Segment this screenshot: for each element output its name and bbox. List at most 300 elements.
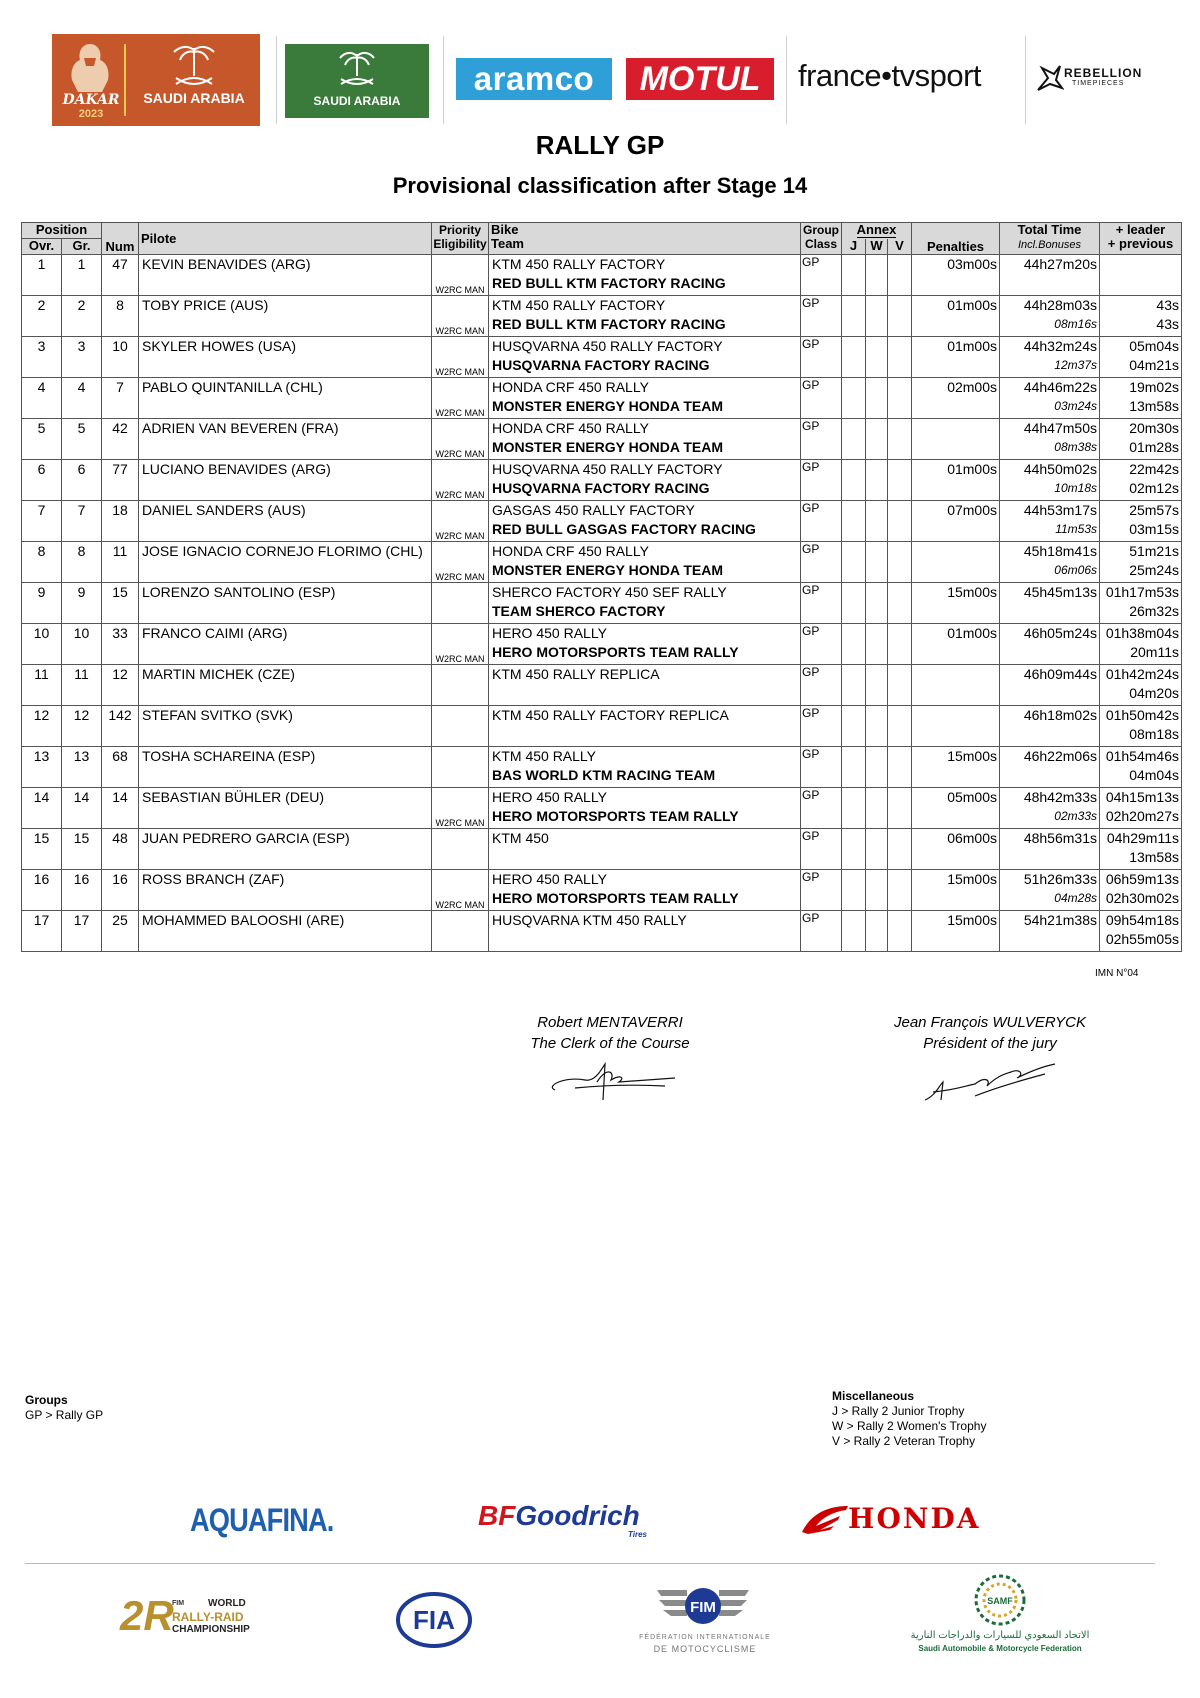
- cell-gr: 10: [62, 624, 102, 665]
- cell-ovr: 3: [22, 337, 62, 378]
- cell-penalties: [912, 706, 1000, 747]
- misc-title: Miscellaneous: [832, 1389, 915, 1403]
- cell-annex-j: [842, 706, 866, 747]
- cell-gr: 17: [62, 911, 102, 952]
- table-row: [22, 337, 1182, 378]
- cell-penalties: 03m00s: [912, 255, 1000, 296]
- bonus-time: 08m38s: [1054, 440, 1097, 454]
- cell-annex-j: [842, 665, 866, 706]
- cell-ovr: 16: [22, 870, 62, 911]
- sponsor-header: [0, 30, 1200, 130]
- total-time: 44h28m03s: [1023, 297, 1097, 313]
- total-time: 48h42m33s: [1023, 789, 1097, 805]
- bike-name: SHERCO FACTORY 450 SEF RALLY: [492, 584, 727, 600]
- cell-total-time: [1000, 665, 1100, 706]
- cell-annex-v: [888, 583, 912, 624]
- total-time: 44h50m02s: [1023, 461, 1097, 477]
- cell-gaps: [1100, 460, 1182, 501]
- gap-previous: 02m12s: [1129, 480, 1179, 496]
- bike-name: KTM 450 RALLY: [492, 748, 597, 764]
- cell-annex-v: [888, 665, 912, 706]
- bonus-time: 12m37s: [1054, 358, 1097, 372]
- cell-annex-v: [888, 624, 912, 665]
- cell-priority: [432, 911, 489, 952]
- team-name: RED BULL GASGAS FACTORY RACING: [492, 521, 756, 537]
- fim-mark-text: FIM: [690, 1599, 716, 1616]
- samf-arabic-name: الاتحاد السعودي للسيارات والدراجات النارية: [910, 1630, 1090, 1641]
- table-row: [22, 583, 1182, 624]
- cell-ovr: 4: [22, 378, 62, 419]
- table-row: [22, 501, 1182, 542]
- cell-annex-v: [888, 419, 912, 460]
- groups-item: GP > Rally GP: [25, 1408, 104, 1422]
- total-time: 44h32m24s: [1023, 338, 1097, 354]
- gap-previous: 13m58s: [1129, 398, 1179, 414]
- dakar-2023-logo: [52, 34, 260, 126]
- total-time: 44h53m17s: [1023, 502, 1097, 518]
- cell-gr: 8: [62, 542, 102, 583]
- jury-name: Jean François WULVERYCK: [893, 1014, 1086, 1031]
- cell-gr: 16: [62, 870, 102, 911]
- bike-name: HERO 450 RALLY: [492, 789, 607, 805]
- total-time: 51h26m33s: [1023, 871, 1097, 887]
- cell-gaps: [1100, 583, 1182, 624]
- cell-pilot: TOSHA SCHAREINA (ESP): [139, 747, 432, 788]
- cell-annex-j: [842, 624, 866, 665]
- col-annex-label: Annex: [856, 222, 897, 237]
- cell-annex-w: [866, 788, 888, 829]
- gap-leader: 01h42m24s: [1105, 666, 1179, 682]
- bike-name: HONDA CRF 450 RALLY: [492, 420, 649, 436]
- cell-annex-j: [842, 337, 866, 378]
- cell-num: 33: [102, 624, 139, 665]
- cell-priority: W2RC MAN: [432, 460, 489, 501]
- cell-bike-team: [489, 583, 801, 624]
- cell-pilot: LORENZO SANTOLINO (ESP): [139, 583, 432, 624]
- classification-table: [21, 222, 1182, 952]
- cell-gaps: [1100, 911, 1182, 952]
- cell-annex-v: [888, 337, 912, 378]
- cell-priority: W2RC MAN: [432, 255, 489, 296]
- cell-group-class: GP: [801, 337, 842, 378]
- clerk-name: Robert MENTAVERRI: [537, 1014, 683, 1031]
- cell-group-class: GP: [801, 255, 842, 296]
- cell-annex-w: [866, 870, 888, 911]
- bonus-time: 04m28s: [1054, 891, 1097, 905]
- gap-leader: 06h59m13s: [1105, 871, 1179, 887]
- gap-leader: 22m42s: [1129, 461, 1179, 477]
- cell-pilot: SKYLER HOWES (USA): [139, 337, 432, 378]
- cell-annex-j: [842, 788, 866, 829]
- cell-annex-j: [842, 501, 866, 542]
- cell-gaps: [1100, 747, 1182, 788]
- cell-annex-j: [842, 255, 866, 296]
- cell-annex-v: [888, 378, 912, 419]
- bonus-time: 10m18s: [1054, 481, 1097, 495]
- saudi-arabia-text: SAUDI ARABIA: [313, 94, 401, 108]
- gap-leader: 01h54m46s: [1105, 748, 1179, 764]
- gap-previous: 04m04s: [1129, 767, 1179, 783]
- total-time: 44h27m20s: [1023, 256, 1097, 272]
- cell-group-class: GP: [801, 460, 842, 501]
- gap-leader: 20m30s: [1129, 420, 1179, 436]
- dakar-wordmark: DAKAR: [62, 92, 120, 108]
- gap-previous: 02h55m05s: [1105, 931, 1179, 947]
- gap-previous: 01m28s: [1129, 439, 1179, 455]
- cell-annex-w: [866, 337, 888, 378]
- cell-total-time: [1000, 378, 1100, 419]
- col-incl-bonuses-label: Incl.Bonuses: [1018, 239, 1081, 251]
- col-total-time-label: Total Time: [1017, 222, 1082, 237]
- cell-priority: W2RC MAN: [432, 788, 489, 829]
- table-row: [22, 870, 1182, 911]
- col-priority-eligibility: [432, 223, 489, 255]
- cell-group-class: GP: [801, 542, 842, 583]
- bonus-time: 06m06s: [1054, 563, 1097, 577]
- cell-ovr: 14: [22, 788, 62, 829]
- cell-annex-w: [866, 706, 888, 747]
- cell-pilot: STEFAN SVITKO (SVK): [139, 706, 432, 747]
- col-group-label: Group: [803, 223, 839, 237]
- col-leader-label: + leader: [1115, 222, 1166, 237]
- cell-total-time: [1000, 829, 1100, 870]
- palm-swords-icon: [164, 42, 224, 92]
- cell-pilot: ROSS BRANCH (ZAF): [139, 870, 432, 911]
- bfg-bf: BF: [478, 1500, 516, 1531]
- cell-bike-team: [489, 665, 801, 706]
- total-time: 46h18m02s: [1023, 707, 1097, 723]
- cell-gaps: [1100, 665, 1182, 706]
- cell-bike-team: [489, 788, 801, 829]
- cell-total-time: [1000, 337, 1100, 378]
- table-row: [22, 665, 1182, 706]
- bonus-time: 08m16s: [1054, 317, 1097, 331]
- team-name: HERO MOTORSPORTS TEAM RALLY: [492, 808, 739, 824]
- cell-ovr: 17: [22, 911, 62, 952]
- cell-gaps: [1100, 296, 1182, 337]
- bike-name: HUSQVARNA 450 RALLY FACTORY: [492, 461, 723, 477]
- cell-gr: 7: [62, 501, 102, 542]
- cell-ovr: 6: [22, 460, 62, 501]
- gap-leader: 51m21s: [1129, 543, 1179, 559]
- cell-ovr: 5: [22, 419, 62, 460]
- col-annex-j: J: [842, 239, 866, 255]
- jury-signature-icon: [915, 1056, 1065, 1106]
- cell-annex-w: [866, 419, 888, 460]
- cell-group-class: GP: [801, 419, 842, 460]
- cell-num: 12: [102, 665, 139, 706]
- wrr-rally-raid: RALLY-RAID: [172, 1610, 244, 1624]
- gap-leader: 09h54m18s: [1105, 912, 1179, 928]
- bike-name: KTM 450: [492, 830, 549, 846]
- gap-leader: 04h15m13s: [1105, 789, 1179, 805]
- gap-previous: 02h30m02s: [1105, 890, 1179, 906]
- bike-name: KTM 450 RALLY FACTORY REPLICA: [492, 707, 729, 723]
- groups-legend: [25, 1393, 103, 1423]
- team-name: TEAM SHERCO FACTORY: [492, 603, 666, 619]
- cell-gr: 13: [62, 747, 102, 788]
- gap-leader: 25m57s: [1129, 502, 1179, 518]
- col-annex: [842, 223, 912, 239]
- honda-wing-icon: [800, 1502, 850, 1538]
- cell-pilot: FRANCO CAIMI (ARG): [139, 624, 432, 665]
- bike-name: HUSQVARNA 450 RALLY FACTORY: [492, 338, 723, 354]
- total-time: 44h47m50s: [1023, 420, 1097, 436]
- cell-gaps: [1100, 337, 1182, 378]
- cell-ovr: 12: [22, 706, 62, 747]
- cell-annex-j: [842, 419, 866, 460]
- table-row: [22, 542, 1182, 583]
- table-row: [22, 296, 1182, 337]
- cell-annex-v: [888, 296, 912, 337]
- bike-name: HERO 450 RALLY: [492, 871, 607, 887]
- cell-bike-team: [489, 911, 801, 952]
- rebellion-emblem-icon: [1034, 62, 1064, 94]
- cell-ovr: 10: [22, 624, 62, 665]
- cell-annex-j: [842, 829, 866, 870]
- bike-name: HONDA CRF 450 RALLY: [492, 543, 649, 559]
- fim-wings-icon: [653, 1582, 753, 1632]
- wrr-championship: CHAMPIONSHIP: [172, 1624, 250, 1635]
- col-ovr: Ovr.: [22, 239, 62, 255]
- cell-annex-v: [888, 829, 912, 870]
- cell-total-time: [1000, 788, 1100, 829]
- cell-total-time: [1000, 747, 1100, 788]
- cell-annex-j: [842, 460, 866, 501]
- cell-ovr: 11: [22, 665, 62, 706]
- cell-pilot: LUCIANO BENAVIDES (ARG): [139, 460, 432, 501]
- cell-priority: [432, 665, 489, 706]
- cell-pilot: JUAN PEDRERO GARCIA (ESP): [139, 829, 432, 870]
- cell-gr: 2: [62, 296, 102, 337]
- cell-penalties: 06m00s: [912, 829, 1000, 870]
- col-gr: Gr.: [62, 239, 102, 255]
- cell-total-time: [1000, 583, 1100, 624]
- table-row: [22, 460, 1182, 501]
- cell-annex-w: [866, 542, 888, 583]
- cell-num: 10: [102, 337, 139, 378]
- honda-wordmark: HONDA: [848, 1502, 981, 1535]
- cell-gaps: [1100, 870, 1182, 911]
- cell-gr: 6: [62, 460, 102, 501]
- cell-num: 25: [102, 911, 139, 952]
- bfgoodrich-logo: [478, 1500, 647, 1539]
- cell-bike-team: [489, 870, 801, 911]
- cell-gaps: [1100, 788, 1182, 829]
- cell-total-time: [1000, 706, 1100, 747]
- cell-annex-j: [842, 870, 866, 911]
- total-time: 54h21m38s: [1023, 912, 1097, 928]
- cell-bike-team: [489, 624, 801, 665]
- bike-name: HONDA CRF 450 RALLY: [492, 379, 649, 395]
- rebellion-wordmark: REBELLION: [1064, 66, 1143, 80]
- fia-text: FIA: [413, 1605, 455, 1635]
- cell-annex-j: [842, 911, 866, 952]
- cell-penalties: 05m00s: [912, 788, 1000, 829]
- gap-previous: 02h20m27s: [1105, 808, 1179, 824]
- cell-annex-j: [842, 747, 866, 788]
- cell-gr: 11: [62, 665, 102, 706]
- col-priority-label: Priority: [438, 223, 481, 237]
- dakar-year: 2023: [78, 108, 104, 120]
- wrr-world: WORLD: [208, 1598, 246, 1609]
- misc-item-junior: J > Rally 2 Junior Trophy: [832, 1404, 965, 1418]
- cell-num: 11: [102, 542, 139, 583]
- cell-ovr: 8: [22, 542, 62, 583]
- clerk-signature-block: [490, 1012, 730, 1106]
- cell-num: 18: [102, 501, 139, 542]
- cell-gr: 3: [62, 337, 102, 378]
- cell-penalties: [912, 542, 1000, 583]
- bonus-time: 02m33s: [1054, 809, 1097, 823]
- cell-annex-w: [866, 460, 888, 501]
- motul-logo: MOTUL: [626, 58, 774, 100]
- team-name: HUSQVARNA FACTORY RACING: [492, 357, 710, 373]
- cell-penalties: 15m00s: [912, 911, 1000, 952]
- cell-pilot: ADRIEN VAN BEVEREN (FRA): [139, 419, 432, 460]
- cell-annex-v: [888, 747, 912, 788]
- gap-leader: 05m04s: [1129, 338, 1179, 354]
- bike-name: HERO 450 RALLY: [492, 625, 607, 641]
- cell-ovr: 1: [22, 255, 62, 296]
- cell-penalties: 01m00s: [912, 460, 1000, 501]
- cell-gaps: [1100, 419, 1182, 460]
- cell-bike-team: [489, 501, 801, 542]
- team-name: HUSQVARNA FACTORY RACING: [492, 480, 710, 496]
- cell-group-class: GP: [801, 829, 842, 870]
- team-name: MONSTER ENERGY HONDA TEAM: [492, 562, 724, 578]
- bike-name: KTM 450 RALLY FACTORY: [492, 297, 666, 313]
- francetv-sport-logo: france•tvsport: [798, 58, 982, 93]
- cell-penalties: 15m00s: [912, 870, 1000, 911]
- cell-priority: [432, 747, 489, 788]
- cell-bike-team: [489, 706, 801, 747]
- cell-annex-v: [888, 706, 912, 747]
- cell-gr: 9: [62, 583, 102, 624]
- gap-previous: 43s: [1156, 316, 1179, 332]
- table-row: [22, 747, 1182, 788]
- clerk-role: The Clerk of the Course: [530, 1035, 690, 1052]
- gap-previous: 03m15s: [1129, 521, 1179, 537]
- cell-pilot: TOBY PRICE (AUS): [139, 296, 432, 337]
- total-time: 44h46m22s: [1023, 379, 1097, 395]
- col-pilote: Pilote: [139, 223, 432, 255]
- cell-annex-w: [866, 665, 888, 706]
- cell-gaps: [1100, 378, 1182, 419]
- col-previous-label: + previous: [1107, 236, 1174, 251]
- gap-previous: 20m11s: [1130, 644, 1179, 660]
- cell-priority: W2RC MAN: [432, 542, 489, 583]
- bfg-tires: Tires: [628, 1530, 647, 1539]
- fia-emblem-icon: [395, 1592, 473, 1648]
- cell-penalties: 01m00s: [912, 337, 1000, 378]
- clerk-signature-icon: [535, 1056, 685, 1106]
- table-row: [22, 378, 1182, 419]
- dakar-country: SAUDI ARABIA: [143, 90, 245, 106]
- cell-gr: 12: [62, 706, 102, 747]
- cell-priority: W2RC MAN: [432, 501, 489, 542]
- cell-penalties: 01m00s: [912, 296, 1000, 337]
- cell-gr: 5: [62, 419, 102, 460]
- gap-leader: 19m02s: [1129, 379, 1179, 395]
- bfg-goodrich: Goodrich: [515, 1500, 640, 1531]
- cell-num: 42: [102, 419, 139, 460]
- gap-leader: 01h50m42s: [1105, 707, 1179, 723]
- rebellion-timepieces-logo: [1034, 60, 1159, 100]
- cell-gaps: [1100, 255, 1182, 296]
- cell-group-class: GP: [801, 624, 842, 665]
- cell-group-class: GP: [801, 870, 842, 911]
- cell-bike-team: [489, 378, 801, 419]
- page-title: RALLY GP: [535, 130, 665, 160]
- col-team-label: Team: [491, 236, 524, 251]
- samf-emblem-icon: [972, 1572, 1028, 1628]
- col-group-class: [801, 223, 842, 255]
- cell-priority: [432, 706, 489, 747]
- cell-total-time: [1000, 255, 1100, 296]
- cell-priority: [432, 583, 489, 624]
- jury-role: Président of the jury: [923, 1035, 1057, 1052]
- total-time: 46h09m44s: [1023, 666, 1097, 682]
- col-gaps: [1100, 223, 1182, 255]
- bike-name: KTM 450 RALLY REPLICA: [492, 666, 660, 682]
- cell-ovr: 13: [22, 747, 62, 788]
- cell-bike-team: [489, 829, 801, 870]
- bike-name: GASGAS 450 RALLY FACTORY: [492, 502, 695, 518]
- page-subtitle: Provisional classification after Stage 14: [392, 173, 808, 198]
- cell-annex-v: [888, 501, 912, 542]
- cell-total-time: [1000, 501, 1100, 542]
- cell-annex-j: [842, 583, 866, 624]
- cell-penalties: 01m00s: [912, 624, 1000, 665]
- cell-bike-team: [489, 460, 801, 501]
- cell-num: 47: [102, 255, 139, 296]
- table-row: [22, 706, 1182, 747]
- fim-line-1: FÉDÉRATION INTERNATIONALE: [639, 1634, 771, 1641]
- cell-annex-w: [866, 911, 888, 952]
- cell-annex-v: [888, 255, 912, 296]
- table-header-row: [22, 223, 1182, 239]
- col-annex-v: V: [888, 239, 912, 255]
- col-eligibility-label: Eligibility: [433, 237, 487, 251]
- col-total-time: [1000, 223, 1100, 255]
- cell-penalties: 15m00s: [912, 747, 1000, 788]
- groups-title: Groups: [25, 1393, 68, 1407]
- col-class-label: Class: [804, 237, 838, 251]
- rebellion-subtitle: TIMEPIECES: [1072, 80, 1125, 87]
- cell-bike-team: [489, 255, 801, 296]
- cell-num: 7: [102, 378, 139, 419]
- cell-pilot: MOHAMMED BALOOSHI (ARE): [139, 911, 432, 952]
- cell-annex-w: [866, 624, 888, 665]
- cell-num: 48: [102, 829, 139, 870]
- cell-group-class: GP: [801, 665, 842, 706]
- cell-priority: W2RC MAN: [432, 378, 489, 419]
- cell-group-class: GP: [801, 706, 842, 747]
- cell-gr: 15: [62, 829, 102, 870]
- cell-annex-v: [888, 460, 912, 501]
- cell-total-time: [1000, 911, 1100, 952]
- gap-leader: 43s: [1156, 297, 1179, 313]
- gap-previous: 13m58s: [1129, 849, 1179, 865]
- team-name: RED BULL KTM FACTORY RACING: [492, 316, 726, 332]
- cell-bike-team: [489, 747, 801, 788]
- cell-priority: W2RC MAN: [432, 870, 489, 911]
- team-name: BAS WORLD KTM RACING TEAM: [492, 767, 716, 783]
- cell-gr: 4: [62, 378, 102, 419]
- saudi-arabia-logo: [285, 44, 429, 118]
- cell-num: 68: [102, 747, 139, 788]
